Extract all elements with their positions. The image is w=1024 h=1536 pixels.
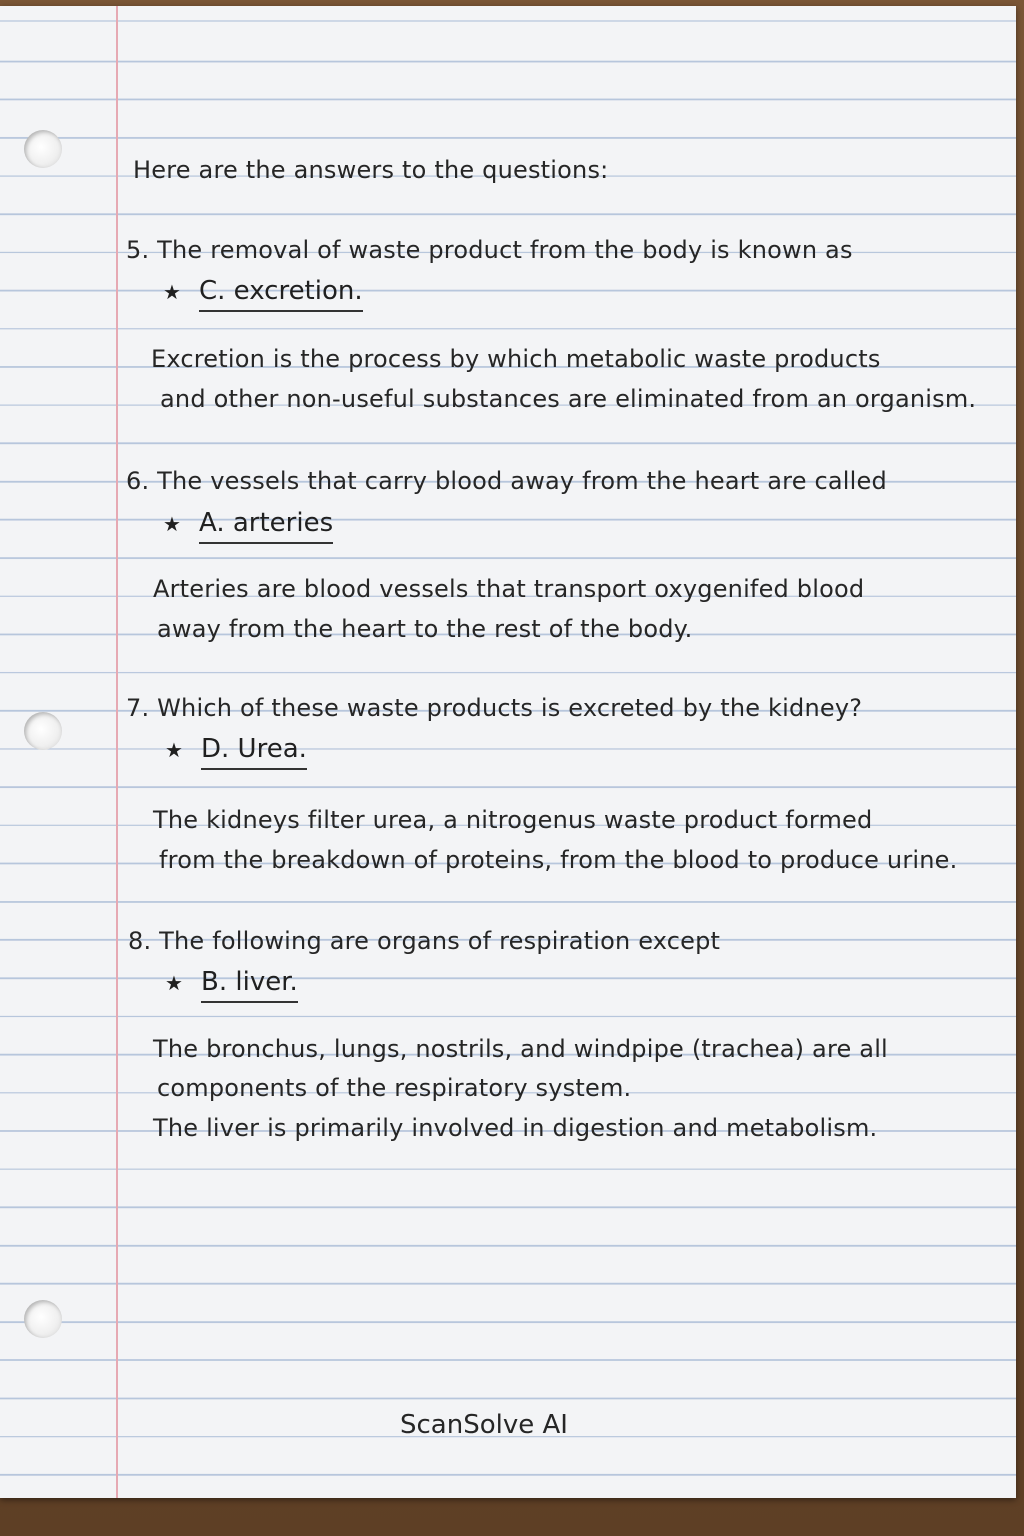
question-7-answer xyxy=(165,736,307,762)
question-7-prompt: 7. Which of these waste products is excreted by the kidney? xyxy=(126,694,863,722)
margin-line xyxy=(116,6,118,1498)
question-5-explanation-line-2: and other non-useful substances are eliminated from an organism. xyxy=(160,385,977,413)
footer-brand: ScanSolve AI xyxy=(400,1410,568,1440)
star-icon: ★ xyxy=(165,738,183,762)
question-7-explanation-line-2: from the breakdown of proteins, from the blood to produce urine. xyxy=(159,846,958,874)
punch-hole xyxy=(24,1300,62,1338)
answer-text: A. arteries xyxy=(199,508,333,544)
question-7-explanation-line-1: The kidneys filter urea, a nitrogenus waste product formed xyxy=(153,806,873,834)
question-8-explanation-line-2: components of the respiratory system. xyxy=(157,1074,632,1102)
question-6-explanation-line-1: Arteries are blood vessels that transport oxygenifed blood xyxy=(153,575,865,603)
question-8-answer xyxy=(165,969,298,995)
question-6-explanation-line-2: away from the heart to the rest of the body. xyxy=(157,615,693,643)
punch-hole xyxy=(24,130,62,168)
notebook-page xyxy=(0,6,1016,1498)
question-6-answer xyxy=(163,510,333,536)
question-8-prompt: 8. The following are organs of respiration except xyxy=(128,927,721,955)
star-icon: ★ xyxy=(163,280,181,304)
question-5-answer xyxy=(163,278,363,304)
question-8-explanation-line-1: The bronchus, lungs, nostrils, and windpipe (trachea) are all xyxy=(153,1035,888,1063)
intro-text: Here are the answers to the questions: xyxy=(133,156,609,184)
star-icon: ★ xyxy=(163,512,181,536)
answer-text: C. excretion. xyxy=(199,276,363,312)
answer-text: D. Urea. xyxy=(201,734,307,770)
answer-text: B. liver. xyxy=(201,967,298,1003)
question-6-prompt: 6. The vessels that carry blood away from the heart are called xyxy=(126,467,887,495)
punch-hole xyxy=(24,712,62,750)
question-8-explanation-line-3: The liver is primarily involved in digestion and metabolism. xyxy=(153,1114,878,1142)
star-icon: ★ xyxy=(165,971,183,995)
question-5-explanation-line-1: Excretion is the process by which metabolic waste products xyxy=(151,345,881,373)
question-5-prompt: 5. The removal of waste product from the body is known as xyxy=(126,236,853,264)
